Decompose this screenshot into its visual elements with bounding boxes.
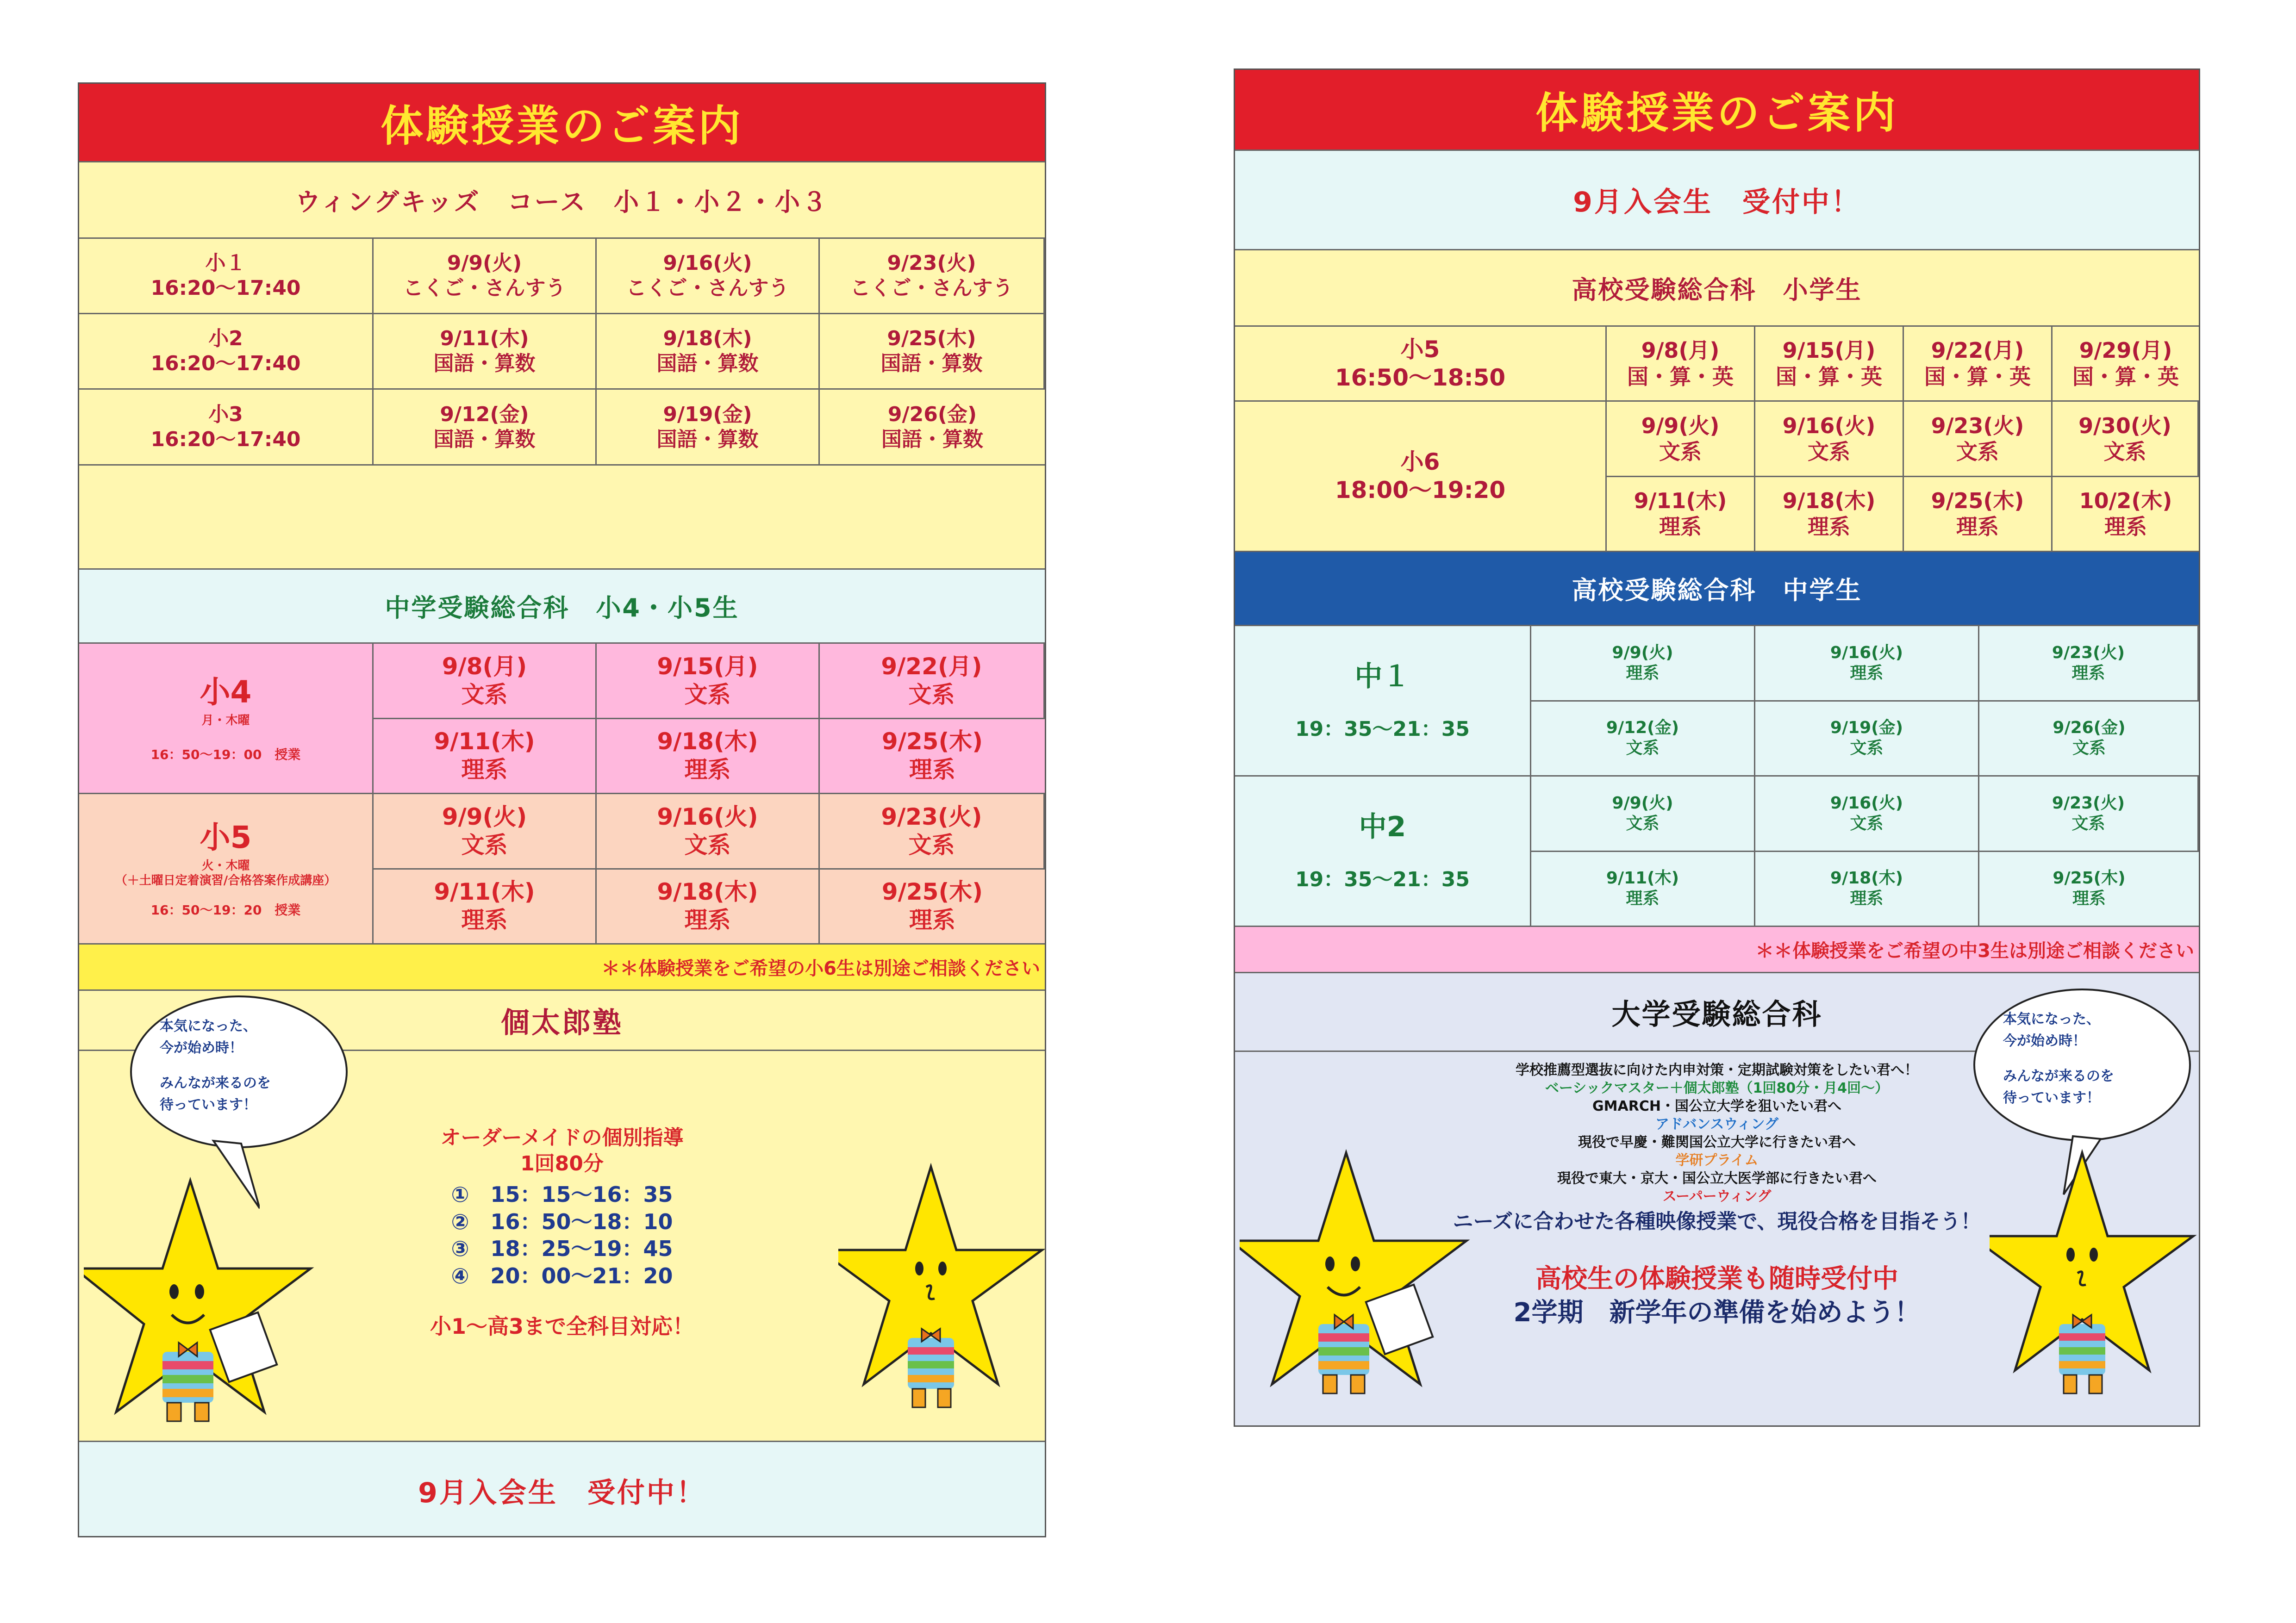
subject-label: 文系 bbox=[908, 831, 955, 858]
sho5-schedule bbox=[79, 794, 1045, 945]
lesson-cell bbox=[820, 644, 1045, 719]
subject-label: こくご・さんすう bbox=[403, 276, 566, 300]
subject-label: 文系 bbox=[2071, 814, 2105, 833]
left-title: 体験授業のご案内 bbox=[380, 101, 743, 151]
time-label: 16:50〜18:50 bbox=[1335, 364, 1506, 391]
date-label: 9/23(火) bbox=[881, 803, 982, 830]
lesson-cell bbox=[374, 239, 597, 314]
subject-label: 理系 bbox=[909, 756, 955, 784]
subject-label: 文系 bbox=[684, 681, 731, 708]
date-label: 9/23(火) bbox=[887, 251, 976, 275]
blank-spacer bbox=[79, 466, 1045, 570]
lesson-cell bbox=[597, 390, 820, 466]
grade-cell bbox=[1235, 402, 1607, 552]
subject-label: 国語・算数 bbox=[656, 427, 759, 451]
lesson-cell bbox=[1904, 402, 2053, 477]
lesson-cell bbox=[1755, 327, 1904, 402]
left-footer: 9月入会生 受付中！ bbox=[418, 1476, 706, 1509]
grade-cell bbox=[79, 390, 374, 466]
bubble-line: 本気になった、 bbox=[160, 1018, 257, 1034]
subject-label: 国・算・英 bbox=[1924, 364, 2031, 389]
date-label: 9/30(火) bbox=[2078, 413, 2171, 438]
star-mascot-thinking-icon bbox=[838, 1162, 1046, 1421]
accept-row bbox=[1235, 151, 2199, 250]
slot-item: ① 15：15〜16：35 bbox=[451, 1181, 673, 1207]
star-mascot-reading-icon bbox=[84, 1176, 324, 1426]
lesson-cell bbox=[1755, 402, 1904, 477]
subject-label: 国語・算数 bbox=[656, 352, 759, 375]
chu3-note-band bbox=[1235, 927, 2199, 973]
grade-cell bbox=[1235, 327, 1607, 402]
date-label: 9/25(木) bbox=[887, 327, 976, 351]
lesson-cell bbox=[374, 870, 597, 945]
grade-label: 小6 bbox=[1400, 448, 1440, 475]
lesson-cell bbox=[820, 390, 1045, 466]
date-label: 9/15(月) bbox=[657, 653, 758, 680]
subject-label: 国語・算数 bbox=[433, 352, 536, 375]
date-label: 9/16(火) bbox=[1782, 413, 1876, 438]
course-gakken-prime: 学研プライム bbox=[1675, 1152, 1759, 1169]
bubble-line: 本気になった、 bbox=[2003, 1011, 2100, 1027]
lesson-cell bbox=[1607, 477, 1755, 553]
date-label: 9/9(火) bbox=[1612, 793, 1673, 813]
star-mascot-reading-icon bbox=[1240, 1148, 1480, 1407]
lesson-cell bbox=[374, 719, 597, 795]
lesson-cell bbox=[597, 719, 820, 795]
bubble-line: 待っています！ bbox=[160, 1096, 257, 1113]
date-label: 9/16(火) bbox=[1830, 793, 1903, 813]
grade-label: 中2 bbox=[1359, 810, 1406, 843]
subject-label: 理系 bbox=[1626, 663, 1660, 683]
grade-cell bbox=[1235, 777, 1531, 927]
univ-slogan: ニーズに合わせた各種映像授業で、現役合格を目指そう！ bbox=[1453, 1210, 1981, 1233]
subject-label: 理系 bbox=[461, 756, 508, 784]
date-label: 9/18(木) bbox=[1830, 869, 1903, 888]
date-label: 9/15(月) bbox=[1782, 338, 1876, 363]
right-title: 体験授業のご案内 bbox=[1535, 88, 1898, 138]
lesson-cell bbox=[1531, 852, 1755, 927]
left-title-bar bbox=[79, 84, 1045, 162]
date-label: 9/23(火) bbox=[1931, 413, 2024, 438]
lesson-cell bbox=[374, 644, 597, 719]
univ-line: 現役で早慶・難関国公立大学に行きたい君へ bbox=[1578, 1134, 1856, 1150]
lesson-cell bbox=[374, 314, 597, 390]
date-label: 9/8(月) bbox=[1641, 338, 1720, 363]
subject-label: 理系 bbox=[2072, 889, 2106, 908]
lesson-cell bbox=[374, 390, 597, 466]
time-label: 16:20〜17:40 bbox=[150, 352, 301, 375]
lesson-cell bbox=[820, 719, 1045, 795]
lesson-cell bbox=[1755, 702, 1979, 777]
slot-item: ② 16：50〜18：10 bbox=[451, 1209, 673, 1234]
date-label: 9/11(木) bbox=[1634, 488, 1727, 514]
date-label: 9/26(金) bbox=[887, 402, 977, 426]
grade-label: 小5 bbox=[1400, 336, 1440, 363]
course-super-wing: スーパーウィング bbox=[1662, 1188, 1772, 1205]
date-label: 9/19(金) bbox=[663, 402, 752, 426]
elem-sho5-schedule bbox=[1235, 327, 2199, 402]
time-label: 19：35〜21：35 bbox=[1295, 717, 1470, 741]
subject-label: 理系 bbox=[2071, 663, 2105, 683]
bubble-line: みんなが来るのを bbox=[160, 1075, 271, 1091]
days-label: 月・木曜 bbox=[201, 714, 250, 728]
subject-label: 理系 bbox=[684, 907, 731, 934]
lesson-cell bbox=[1607, 327, 1755, 402]
speech-bubble bbox=[130, 995, 348, 1148]
date-label: 9/16(火) bbox=[657, 803, 758, 830]
subject-label: 文系 bbox=[1808, 439, 1850, 464]
accept-text: 9月入会生 受付中！ bbox=[1573, 186, 1861, 218]
subject-label: 文系 bbox=[461, 681, 508, 708]
subject-label: 文系 bbox=[2103, 439, 2146, 464]
slot-item: ④ 20：00〜21：20 bbox=[451, 1263, 673, 1289]
subject-label: 文系 bbox=[908, 681, 955, 708]
junior-heading-row bbox=[1235, 552, 2199, 626]
grade-label: 小3 bbox=[208, 402, 243, 426]
grade-label: 小4 bbox=[200, 674, 252, 710]
subject-label: 文系 bbox=[2072, 739, 2106, 758]
bubble-line: 今が始め時！ bbox=[160, 1039, 243, 1056]
univ-term-text: 2学期 新学年の準備を始めよう！ bbox=[1513, 1297, 1921, 1328]
grade-label: 小5 bbox=[200, 819, 252, 855]
time-label: 16：50〜19：20 授業 bbox=[150, 902, 301, 918]
days-label: 火・木曜 bbox=[201, 859, 250, 873]
chu1-schedule bbox=[1235, 626, 2199, 777]
wing-kids-schedule bbox=[79, 239, 1045, 466]
lesson-cell bbox=[1755, 626, 1979, 702]
lesson-cell bbox=[820, 870, 1045, 945]
subject-label: 理系 bbox=[1626, 889, 1660, 908]
subject-label: 国・算・英 bbox=[1627, 364, 1734, 389]
bubble-gap bbox=[160, 1059, 332, 1073]
date-label: 9/25(木) bbox=[881, 728, 983, 755]
subject-label: 国・算・英 bbox=[1776, 364, 1882, 389]
lesson-cell bbox=[1607, 402, 1755, 477]
subject-label: 理系 bbox=[461, 907, 508, 934]
date-label: 9/22(月) bbox=[1931, 338, 2024, 363]
lesson-cell bbox=[1979, 777, 2199, 852]
date-label: 10/2(木) bbox=[2079, 488, 2172, 514]
date-label: 9/11(木) bbox=[440, 327, 529, 351]
univ-line: 学校推薦型選抜に向けた内申対策・定期試験対策をしたい君へ！ bbox=[1516, 1062, 1918, 1078]
date-label: 9/22(月) bbox=[881, 653, 982, 680]
lesson-cell bbox=[820, 239, 1045, 314]
date-label: 9/16(火) bbox=[1830, 643, 1903, 662]
chu2-schedule bbox=[1235, 777, 2199, 927]
bubble-line: みんなが来るのを bbox=[2003, 1068, 2114, 1084]
univ-heading: 大学受験総合科 bbox=[1611, 997, 1822, 1031]
subject-label: 文系 bbox=[684, 831, 731, 858]
lesson-cell bbox=[1755, 477, 1904, 553]
left-footer-row bbox=[79, 1442, 1045, 1537]
date-label: 9/12(金) bbox=[1606, 718, 1679, 738]
subject-label: 理系 bbox=[2104, 514, 2147, 540]
lesson-cell bbox=[2053, 327, 2199, 402]
sho6-note-band bbox=[79, 945, 1045, 991]
univ-line: 現役で東大・京大・国公立大医学部に行きたい君へ bbox=[1557, 1170, 1877, 1187]
lesson-cell bbox=[2053, 402, 2199, 477]
date-label: 9/8(月) bbox=[442, 653, 527, 680]
lesson-cell bbox=[1531, 777, 1755, 852]
lesson-cell bbox=[820, 794, 1045, 870]
speech-bubble bbox=[1973, 989, 2191, 1141]
subject-label: 国・算・英 bbox=[2072, 364, 2179, 389]
subject-label: 理系 bbox=[1850, 889, 1884, 908]
wing-kids-heading: ウィングキッズ コース 小１・小２・小３ bbox=[295, 187, 829, 217]
subject-label: 文系 bbox=[1659, 439, 1702, 464]
time-label: 16:20〜17:40 bbox=[150, 427, 301, 451]
junior-heading: 高校受験総合科 中学生 bbox=[1572, 576, 1862, 605]
date-label: 9/16(火) bbox=[663, 251, 752, 275]
lesson-cell bbox=[374, 794, 597, 870]
grade-cell bbox=[79, 239, 374, 314]
grade-label: 中１ bbox=[1354, 660, 1410, 693]
subject-label: 国語・算数 bbox=[880, 352, 983, 375]
subject-label: 理系 bbox=[1956, 514, 1999, 540]
lesson-cell bbox=[1755, 852, 1979, 927]
time-label: 16:20〜17:40 bbox=[150, 276, 301, 300]
lesson-cell bbox=[1979, 852, 2199, 927]
elem-heading-row bbox=[1235, 250, 2199, 327]
subject-label: こくご・さんすう bbox=[850, 276, 1013, 300]
course-basic-master: ベーシックマスター＋個太郎塾（1回80分・月4回〜） bbox=[1545, 1080, 1889, 1096]
date-label: 9/26(金) bbox=[2053, 718, 2126, 738]
subject-label: 文系 bbox=[1626, 739, 1660, 758]
date-label: 9/18(木) bbox=[657, 728, 758, 755]
subject-label: 理系 bbox=[1850, 663, 1884, 683]
subject-label: 文系 bbox=[1626, 814, 1660, 833]
extra-label: （＋土曜日定着演習/合格答案作成講座） bbox=[115, 874, 337, 888]
per-text: 1回80分 bbox=[520, 1152, 604, 1176]
grade-cell bbox=[1235, 626, 1531, 777]
lesson-cell bbox=[1979, 702, 2199, 777]
lesson-cell bbox=[1531, 702, 1755, 777]
lesson-cell bbox=[1755, 777, 1979, 852]
lesson-cell bbox=[597, 870, 820, 945]
date-label: 9/11(木) bbox=[1606, 869, 1679, 888]
subject-label: 理系 bbox=[909, 907, 955, 934]
date-label: 9/25(木) bbox=[1931, 488, 2024, 514]
lesson-cell bbox=[597, 239, 820, 314]
date-label: 9/25(木) bbox=[2053, 869, 2126, 888]
date-label: 9/18(木) bbox=[663, 327, 752, 351]
date-label: 9/9(火) bbox=[442, 803, 527, 830]
subject-label: 文系 bbox=[1850, 814, 1884, 833]
date-label: 9/11(木) bbox=[434, 728, 535, 755]
date-label: 9/29(月) bbox=[2079, 338, 2172, 363]
date-label: 9/19(金) bbox=[1830, 718, 1903, 738]
subject-label: 文系 bbox=[461, 831, 508, 858]
bubble-line: 今が始め時！ bbox=[2003, 1032, 2086, 1049]
date-label: 9/12(金) bbox=[440, 402, 529, 426]
date-label: 9/9(火) bbox=[447, 251, 522, 275]
sho6-note: ＊＊体験授業をご希望の小6生は別途ご相談ください bbox=[601, 958, 1040, 979]
star-mascot-thinking-icon bbox=[1990, 1148, 2198, 1407]
subject-label: 国語・算数 bbox=[433, 427, 536, 451]
subject-label: 理系 bbox=[1659, 514, 1702, 540]
chugaku-heading-row bbox=[79, 570, 1045, 644]
univ-trial-text: 高校生の体験授業も随時受付中 bbox=[1535, 1264, 1898, 1294]
subject-label: 国語・算数 bbox=[881, 427, 983, 451]
left-flyer bbox=[78, 82, 1046, 1537]
lesson-cell bbox=[1904, 477, 2053, 553]
subject-label: 文系 bbox=[1956, 439, 1999, 464]
order-text: オーダーメイドの個別指導 bbox=[440, 1126, 684, 1150]
date-label: 9/25(木) bbox=[881, 878, 983, 906]
grade-label: 小１ bbox=[205, 251, 246, 275]
subject-label: 理系 bbox=[684, 756, 731, 784]
date-label: 9/9(火) bbox=[1612, 643, 1673, 662]
lesson-cell bbox=[597, 314, 820, 390]
bubble-line: 待っています！ bbox=[2003, 1089, 2100, 1106]
wing-kids-heading-row bbox=[79, 162, 1045, 239]
grade-cell bbox=[79, 644, 374, 794]
elem-heading: 高校受験総合科 小学生 bbox=[1572, 275, 1862, 305]
chugaku-heading: 中学受験総合科 小4・小5生 bbox=[385, 593, 739, 622]
date-label: 9/18(木) bbox=[1782, 488, 1876, 514]
bubble-gap bbox=[2003, 1052, 2175, 1066]
date-label: 9/23(火) bbox=[2052, 643, 2125, 662]
slot-item: ③ 18：25〜19：45 bbox=[451, 1236, 673, 1262]
lesson-cell bbox=[1531, 626, 1755, 702]
grade-cell bbox=[79, 794, 374, 945]
lesson-cell bbox=[597, 644, 820, 719]
grade-cell bbox=[79, 314, 374, 390]
kotaro-heading: 個太郎塾 bbox=[500, 1006, 623, 1039]
right-title-bar bbox=[1235, 70, 2199, 151]
subject-label: 文系 bbox=[1850, 739, 1884, 758]
date-label: 9/23(火) bbox=[2052, 793, 2125, 813]
lesson-cell bbox=[597, 794, 820, 870]
subject-label: 理系 bbox=[1808, 514, 1850, 540]
univ-line: GMARCH・国公立大学を狙いたい君へ bbox=[1592, 1098, 1841, 1114]
course-advance-wing: アドバンスウィング bbox=[1655, 1116, 1779, 1132]
all-subjects-text: 小1〜高3まで全科目対応！ bbox=[430, 1314, 694, 1339]
date-label: 9/9(火) bbox=[1641, 413, 1720, 438]
grade-label: 小2 bbox=[208, 327, 243, 351]
lesson-cell bbox=[820, 314, 1045, 390]
lesson-cell bbox=[1904, 327, 2053, 402]
date-label: 9/18(木) bbox=[657, 878, 758, 906]
date-label: 9/11(木) bbox=[434, 878, 535, 906]
time-label: 19：35〜21：35 bbox=[1295, 867, 1470, 891]
subject-label: こくご・さんすう bbox=[626, 276, 789, 300]
time-label: 18:00〜19:20 bbox=[1335, 477, 1506, 504]
lesson-cell bbox=[2053, 477, 2199, 553]
right-flyer bbox=[1234, 68, 2200, 1427]
time-label: 16：50〜19：00 授業 bbox=[150, 747, 301, 763]
elem-sho6-schedule bbox=[1235, 402, 2199, 552]
sho4-schedule bbox=[79, 644, 1045, 794]
lesson-cell bbox=[1979, 626, 2199, 702]
chu3-note: ＊＊体験授業をご希望の中3生は別途ご相談ください bbox=[1755, 940, 2194, 962]
